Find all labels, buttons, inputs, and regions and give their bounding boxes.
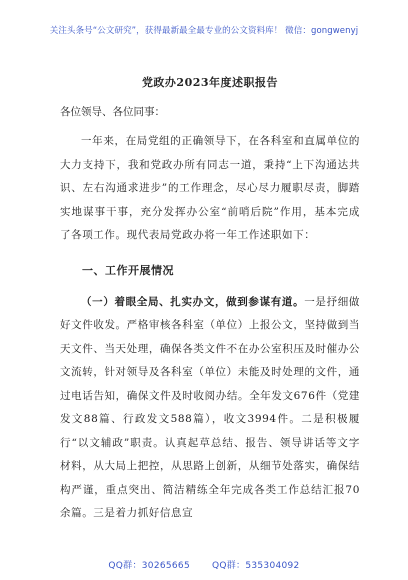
footer-contacts [0,558,408,571]
footer-qq-group-1: QQ群：30265665 [108,561,190,571]
subsection-paragraph [60,291,360,526]
document-title: 党政办2023年度述职报告 [141,76,279,89]
salutation: 各位领导、各位同事： [60,106,165,118]
footer-qq-group-2: QQ群：535304092 [211,561,300,571]
header-banner: 关注头条号“公文研究”，获得最新最全最专业的公文资料库！ 微信：gongwenyj [49,26,359,36]
section-heading: 一、工作开展情况 [82,263,174,277]
subsection-body: 一是抒细做好文件收发。严格审核各科室（单位）上报公文，坚持做到当天文件、当天处理，确保各类文件不在办公室积压及时催办公文流转，针对领导及各科室（单位）未能及时处理的文件，通过电话告知，确保文件及时收阅办结。全年发文676件（党建发文88篇、行政发文588篇），收文3994件。二是积极履行“以文辅政”职责。认真起草总结、报告、领导讲话等文字材料，从大局上把控，从思路上创新，从细节处落实，确保结构严谨，重点突出、简洁精练全年完成各类工作总结汇报70余篇。三是着力抓好信息宣 [60,295,360,519]
intro-paragraph: 一年来，在局党组的正确领导下，在各科室和直属单位的大力支持下，我和党政办所有同志一道，秉持“上下沟通达共识、左右沟通求进步”的工作理念，尽心尽力履职尽责，脚踏实地谋事干事，充分发挥办公室“前哨后院”作用，基本完成了各项工作。现代表局党政办将一年工作述职如下： [60,135,360,241]
document-body [60,56,360,526]
subsection-lead: （一）着眼全局、扎实办文，做到参谋有道。 [81,295,305,308]
